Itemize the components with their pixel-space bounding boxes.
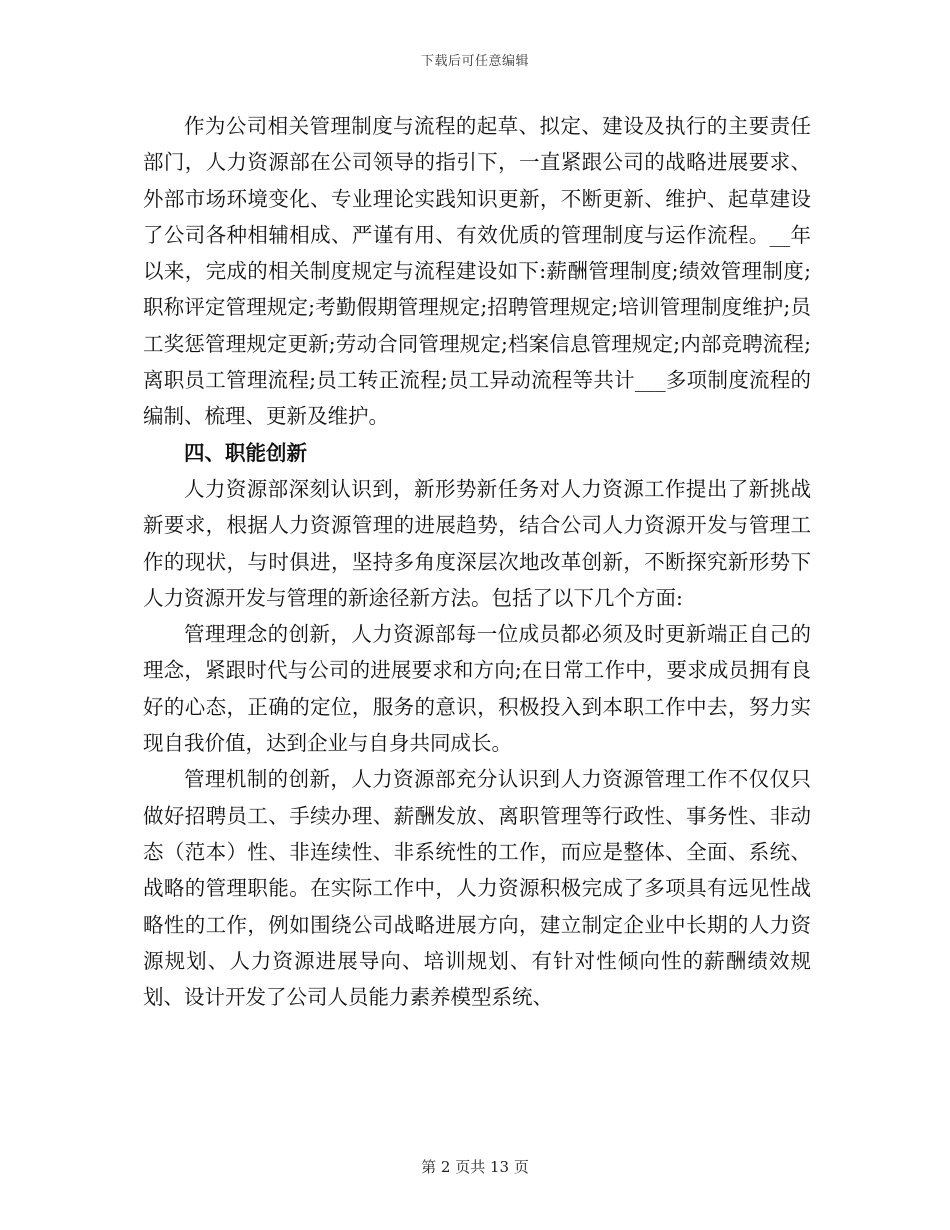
paragraph-system-construction: 作为公司相关管理制度与流程的起草、拟定、建设及执行的主要责任部门，人力资源部在公司领导的指引下，一直紧跟公司的战略进展要求、外部市场环境变化、专业理论实践知识更新，不断更新、维护、起草建设了公司各种相辅相成、严谨有用、有效优质的管理制度与运作流程。__年以来，完成的相关制度规定与流程建设如下:薪酬管理制度;绩效管理制度;职称评定管理规定;考勤假期管理规定;招聘管理规定;培训管理制度维护;员工奖惩管理规定更新;劳动合同管理规定;档案信息管理规定;内部竞聘流程;离职员工管理流程;员工转正流程;员工异动流程等共计___多项制度流程的编制、梳理、更新及维护。 (143, 114, 811, 429)
document-body (143, 108, 811, 1015)
paragraph-concept-innovation: 管理理念的创新，人力资源部每一位成员都必须及时更新端正自己的理念，紧跟时代与公司的进展要求和方向;在日常工作中，要求成员拥有良好的心态，正确的定位，服务的意识，积极投入到本职工作中去，努力实现自我价值，达到企业与自身共同成长。 (143, 622, 811, 756)
page-header: 下载后可任意编辑 (420, 54, 529, 69)
page-number-footer: 第 2 页共 13 页 (421, 1158, 529, 1176)
paragraph-mechanism-innovation: 管理机制的创新，人力资源部充分认识到人力资源管理工作不仅仅只做好招聘员工、手续办理、薪酬发放、离职管理等行政性、事务性、非动态（范本）性、非连续性、非系统性的工作，而应是整体、全面、系统、战略的管理职能。在实际工作中，人力资源积极完成了多项具有远见性战略性的工作，例如围绕公司战略进展方向，建立制定企业中长期的人力资源规划、人力资源进展导向、培训规划、有针对性倾向性的薪酬绩效规划、设计开发了公司人员能力素养模型系统、 (143, 767, 811, 1010)
paragraph-innovation-intro: 人力资源部深刻认识到，新形势新任务对人力资源工作提出了新挑战新要求，根据人力资源管理的进展趋势，结合公司人力资源开发与管理工作的现状，与时俱进，坚持多角度深层次地改革创新，不断探究新形势下人力资源开发与管理的新途径新方法。包括了以下几个方面: (143, 476, 811, 610)
section-heading-function-innovation: 四、职能创新 (184, 440, 307, 465)
